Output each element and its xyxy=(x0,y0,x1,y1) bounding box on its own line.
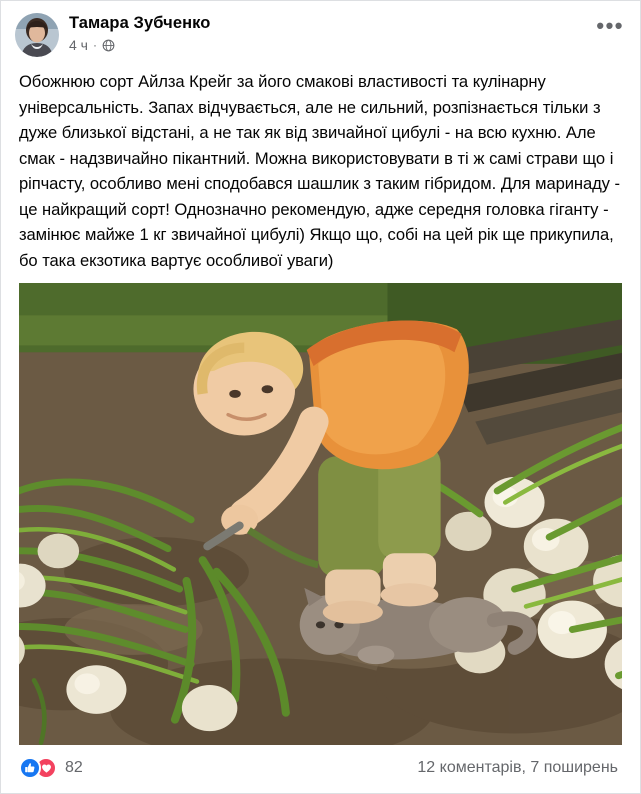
reaction-badges xyxy=(19,757,57,779)
like-reaction-icon xyxy=(19,757,41,779)
post-meta xyxy=(69,37,588,53)
post-image[interactable] xyxy=(19,283,622,745)
globe-icon[interactable] xyxy=(102,39,115,52)
reactions-summary[interactable] xyxy=(19,757,83,779)
meta-separator: · xyxy=(92,38,97,52)
post-timestamp[interactable]: 4 ч xyxy=(69,37,88,53)
reaction-count: 82 xyxy=(65,759,83,776)
post-body-text: Обожнюю сорт Айлза Крейг за його смакові властивості та кулінарну універсальність. Запах відчувається, але не сильний, розпізнається тільки з дуже близької відстані, а не так як від звичайної цибулі - на всю кухню. Але смак - надзвичайно пікантний. Можна використовувати в ті ж самі страви що і ріпчасту, особливо мені сподобався шашлик з таким гібридом. Для маринаду - це найкращий сорт! Однозначно рекомендую, адже середня головка гіганту - замінює майже 1 кг звичайної цибулі) Якщо що, собі на цей рік ще прикупила, бо така екзотика вартує особливої уваги) xyxy=(19,72,620,270)
post-header xyxy=(1,1,640,61)
more-options-icon[interactable]: ••• xyxy=(596,13,624,38)
avatar[interactable] xyxy=(15,13,59,57)
comments-shares-label[interactable]: 12 коментарів, 7 поширень xyxy=(417,759,618,776)
post-header-text xyxy=(69,13,588,53)
post-footer xyxy=(1,745,640,793)
author-name[interactable]: Тамара Зубченко xyxy=(69,14,211,32)
